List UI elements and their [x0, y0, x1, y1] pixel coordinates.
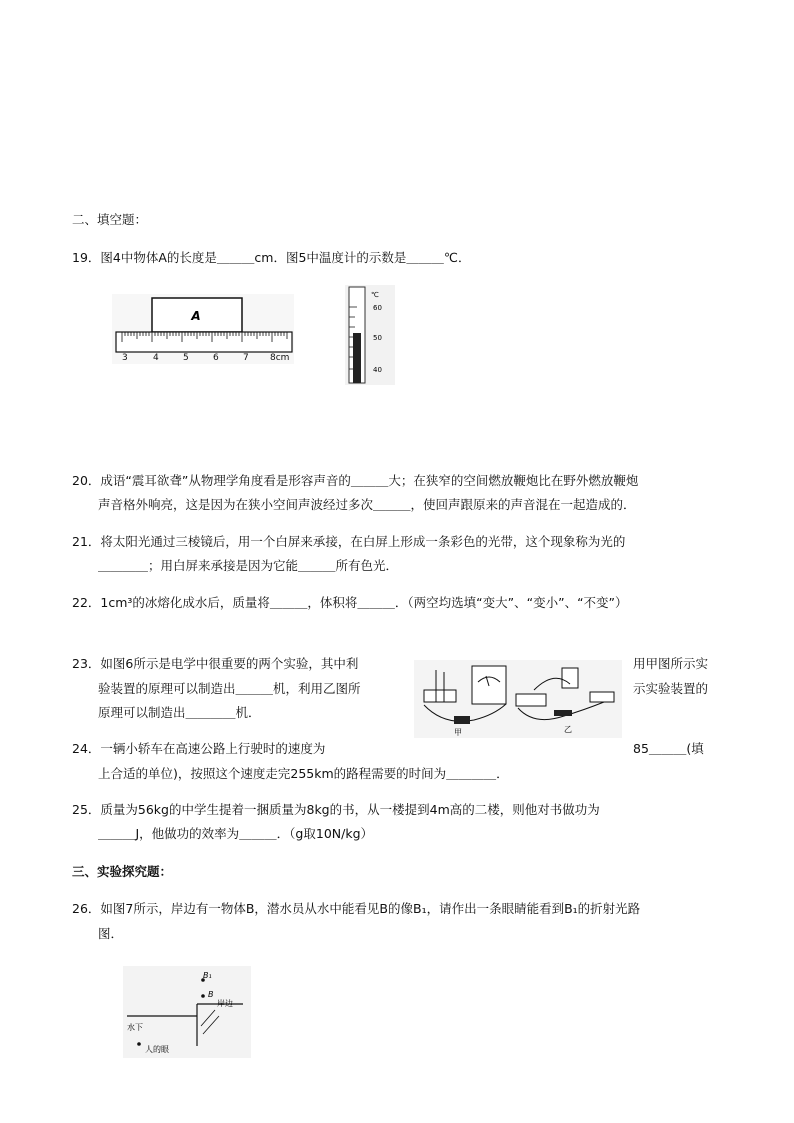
battery	[562, 668, 578, 688]
point-b	[201, 994, 205, 998]
question-23-line2-left: 验装置的原理可以制造出＿＿＿机，利用乙图所	[98, 681, 361, 696]
ruler-label-8cm: 8cm	[270, 353, 290, 363]
question-26-line1: 26．如图7所示，岸边有一物体B，潜水员从水中能看见B的像B₁，请作出一条眼睛能看到B₁的折射光路	[72, 901, 641, 916]
thermometer-label-40: 40	[373, 366, 382, 374]
question-19: 19．图4中物体A的长度是＿＿＿cm．图5中温度计的示数是＿＿＿℃．	[72, 250, 471, 265]
question-20-line2: 声音格外响亮，这是因为在狭小空间声波经过多次＿＿＿，使回声跟原来的声音混在一起造成的．	[98, 497, 636, 512]
ruler-label-6: 6	[213, 353, 219, 363]
question-20-line1: 20．成语“震耳欲聋”从物理学角度看是形容声音的＿＿＿大；在狭窄的空间燃放鞭炮比在野外燃放鞭炮	[72, 473, 639, 488]
magnet-yi	[516, 694, 546, 706]
section-title-fill-in: 二、填空题：	[72, 212, 148, 227]
figure-6-label-jia: 甲	[454, 728, 462, 737]
question-26-line2: 图．	[98, 926, 124, 941]
question-24-line2: 上合适的单位)，按照这个速度走完255km的路程需要的时间为＿＿＿＿．	[98, 766, 509, 781]
question-25-line1: 25．质量为56kg的中学生提着一捆质量为8kg的书，从一楼提到4m高的二楼，则他对书做功为	[72, 802, 600, 817]
figure-6-experiments	[414, 660, 622, 738]
ruler-label-4: 4	[153, 353, 159, 363]
question-23-line1-left: 23．如图6所示是电学中很重要的两个实验，其中利	[72, 656, 359, 671]
magnet-jia	[424, 690, 456, 702]
question-25-line2: ＿＿＿J，他做功的效率为＿＿＿．（g取10N/kg）	[98, 826, 374, 841]
question-24-line1-left: 24．一辆小轿车在高速公路上行驶时的速度为	[72, 741, 326, 756]
question-23-line3: 原理可以制造出＿＿＿＿机．	[98, 705, 261, 720]
question-24-line1-right: 85＿＿＿(填	[633, 741, 704, 756]
label-shore: 岸边	[217, 999, 233, 1008]
question-21-line2: ＿＿＿＿；用白屏来承接是因为它能＿＿＿所有色光．	[98, 558, 399, 573]
thermometer-label-60: 60	[373, 304, 382, 312]
label-b1: B₁	[203, 971, 212, 980]
question-21-line1: 21．将太阳光通过三棱镜后，用一个白屏来承接，在白屏上形成一条彩色的光带，这个现象称为光的	[72, 534, 626, 549]
figure-6-label-yi: 乙	[564, 725, 572, 734]
question-22: 22．1cm³的冰熔化成水后，质量将＿＿＿，体积将＿＿＿．（两空均选填“变大”、“变小”、“不变”）	[72, 595, 628, 610]
question-23-line2-right: 示实验装置的	[633, 681, 709, 696]
figure-7-refraction	[123, 966, 251, 1058]
object-a-label: A	[191, 309, 201, 323]
ruler-label-7: 7	[243, 353, 249, 363]
figure-5-thermometer	[345, 285, 395, 385]
thermometer-unit: ℃	[371, 291, 379, 299]
label-underwater: 水下	[127, 1023, 143, 1032]
question-23-line1-right: 用甲图所示实	[633, 656, 709, 671]
section-title-experiment: 三、实验探究题：	[72, 864, 173, 879]
ruler-label-3: 3	[122, 353, 128, 363]
label-eye: 人的眼	[145, 1045, 169, 1054]
ruler-label-5: 5	[183, 353, 189, 363]
label-b: B	[208, 990, 214, 999]
figure-4-ruler	[112, 294, 294, 364]
thermometer-label-50: 50	[373, 334, 382, 342]
mercury-column	[353, 333, 361, 383]
point-eye	[137, 1042, 141, 1046]
